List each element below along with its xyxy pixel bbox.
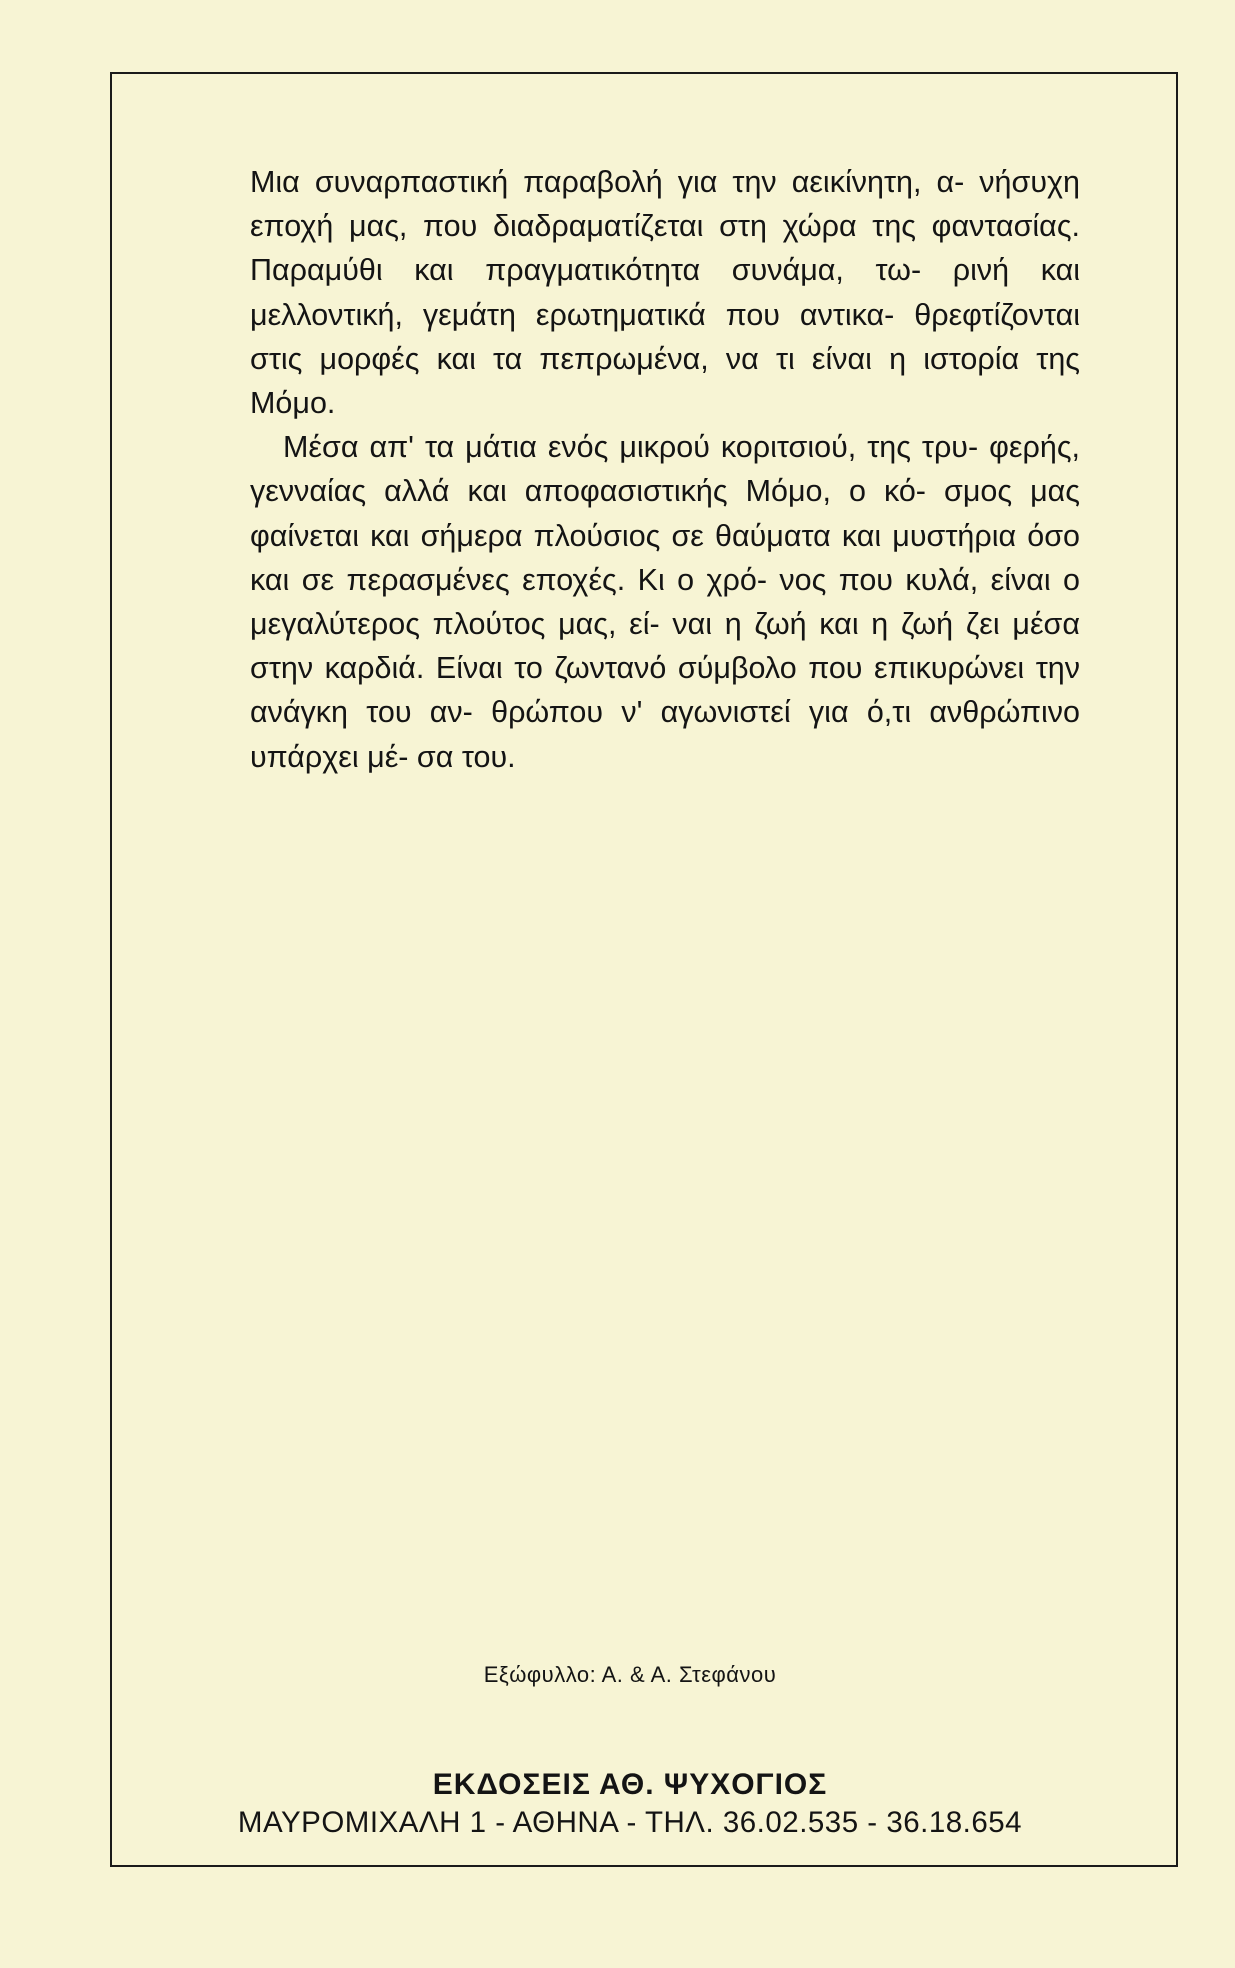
publisher-name: ΕΚΔΟΣΕΙΣ ΑΘ. ΨΥΧΟΓΙΟΣ [432,1768,828,1801]
blurb-paragraph-1: Μια συναρπαστική παραβολή για την αεικίνητη, α- νήσυχη εποχή μας, που διαδραματίζεται στη χώρα της φαντασίας. Παραμύθι και πραγματικότητα συνάμα, τω- ρινή και μελλοντική, γεμάτη ερωτηματικά που αντικα- θρεφτίζονται στις μορφές και τα πεπρωμένα, να τι είναι η ιστορία της Μόμο. [250,165,1080,421]
cover-credit: Εξώφυλλο: Α. & Α. Στεφάνου [483,1662,777,1687]
blurb-paragraph-2: Μέσα απ' τα μάτια ενός μικρού κοριτσιού, της τρυ- φερής, γενναίας αλλά και αποφασιστικής Μόμο, ο κό- σμος μας φαίνεται και σήμερα πλούσιος σε θαύματα και μυστήρια όσο και σε περασμένες εποχές. Κι ο χρό- νος που κυλά, είναι ο μεγαλύτερος πλούτος μας, εί- ναι η ζωή και η ζωή ζει μέσα στην καρδιά. Είναι το ζωντανό σύμβολο που επικυρώνει την ανάγκη του αν- θρώπου ν' αγωνιστεί για ό,τι ανθρώπινο υπάρχει μέ- σα του. [250,430,1080,774]
publisher-address: ΜΑΥΡΟΜΙΧΑΛΗ 1 - ΑΘΗΝΑ - ΤΗΛ. 36.02.535 - 36.18.654 [237,1806,1023,1839]
back-cover-blurb [250,160,1080,779]
